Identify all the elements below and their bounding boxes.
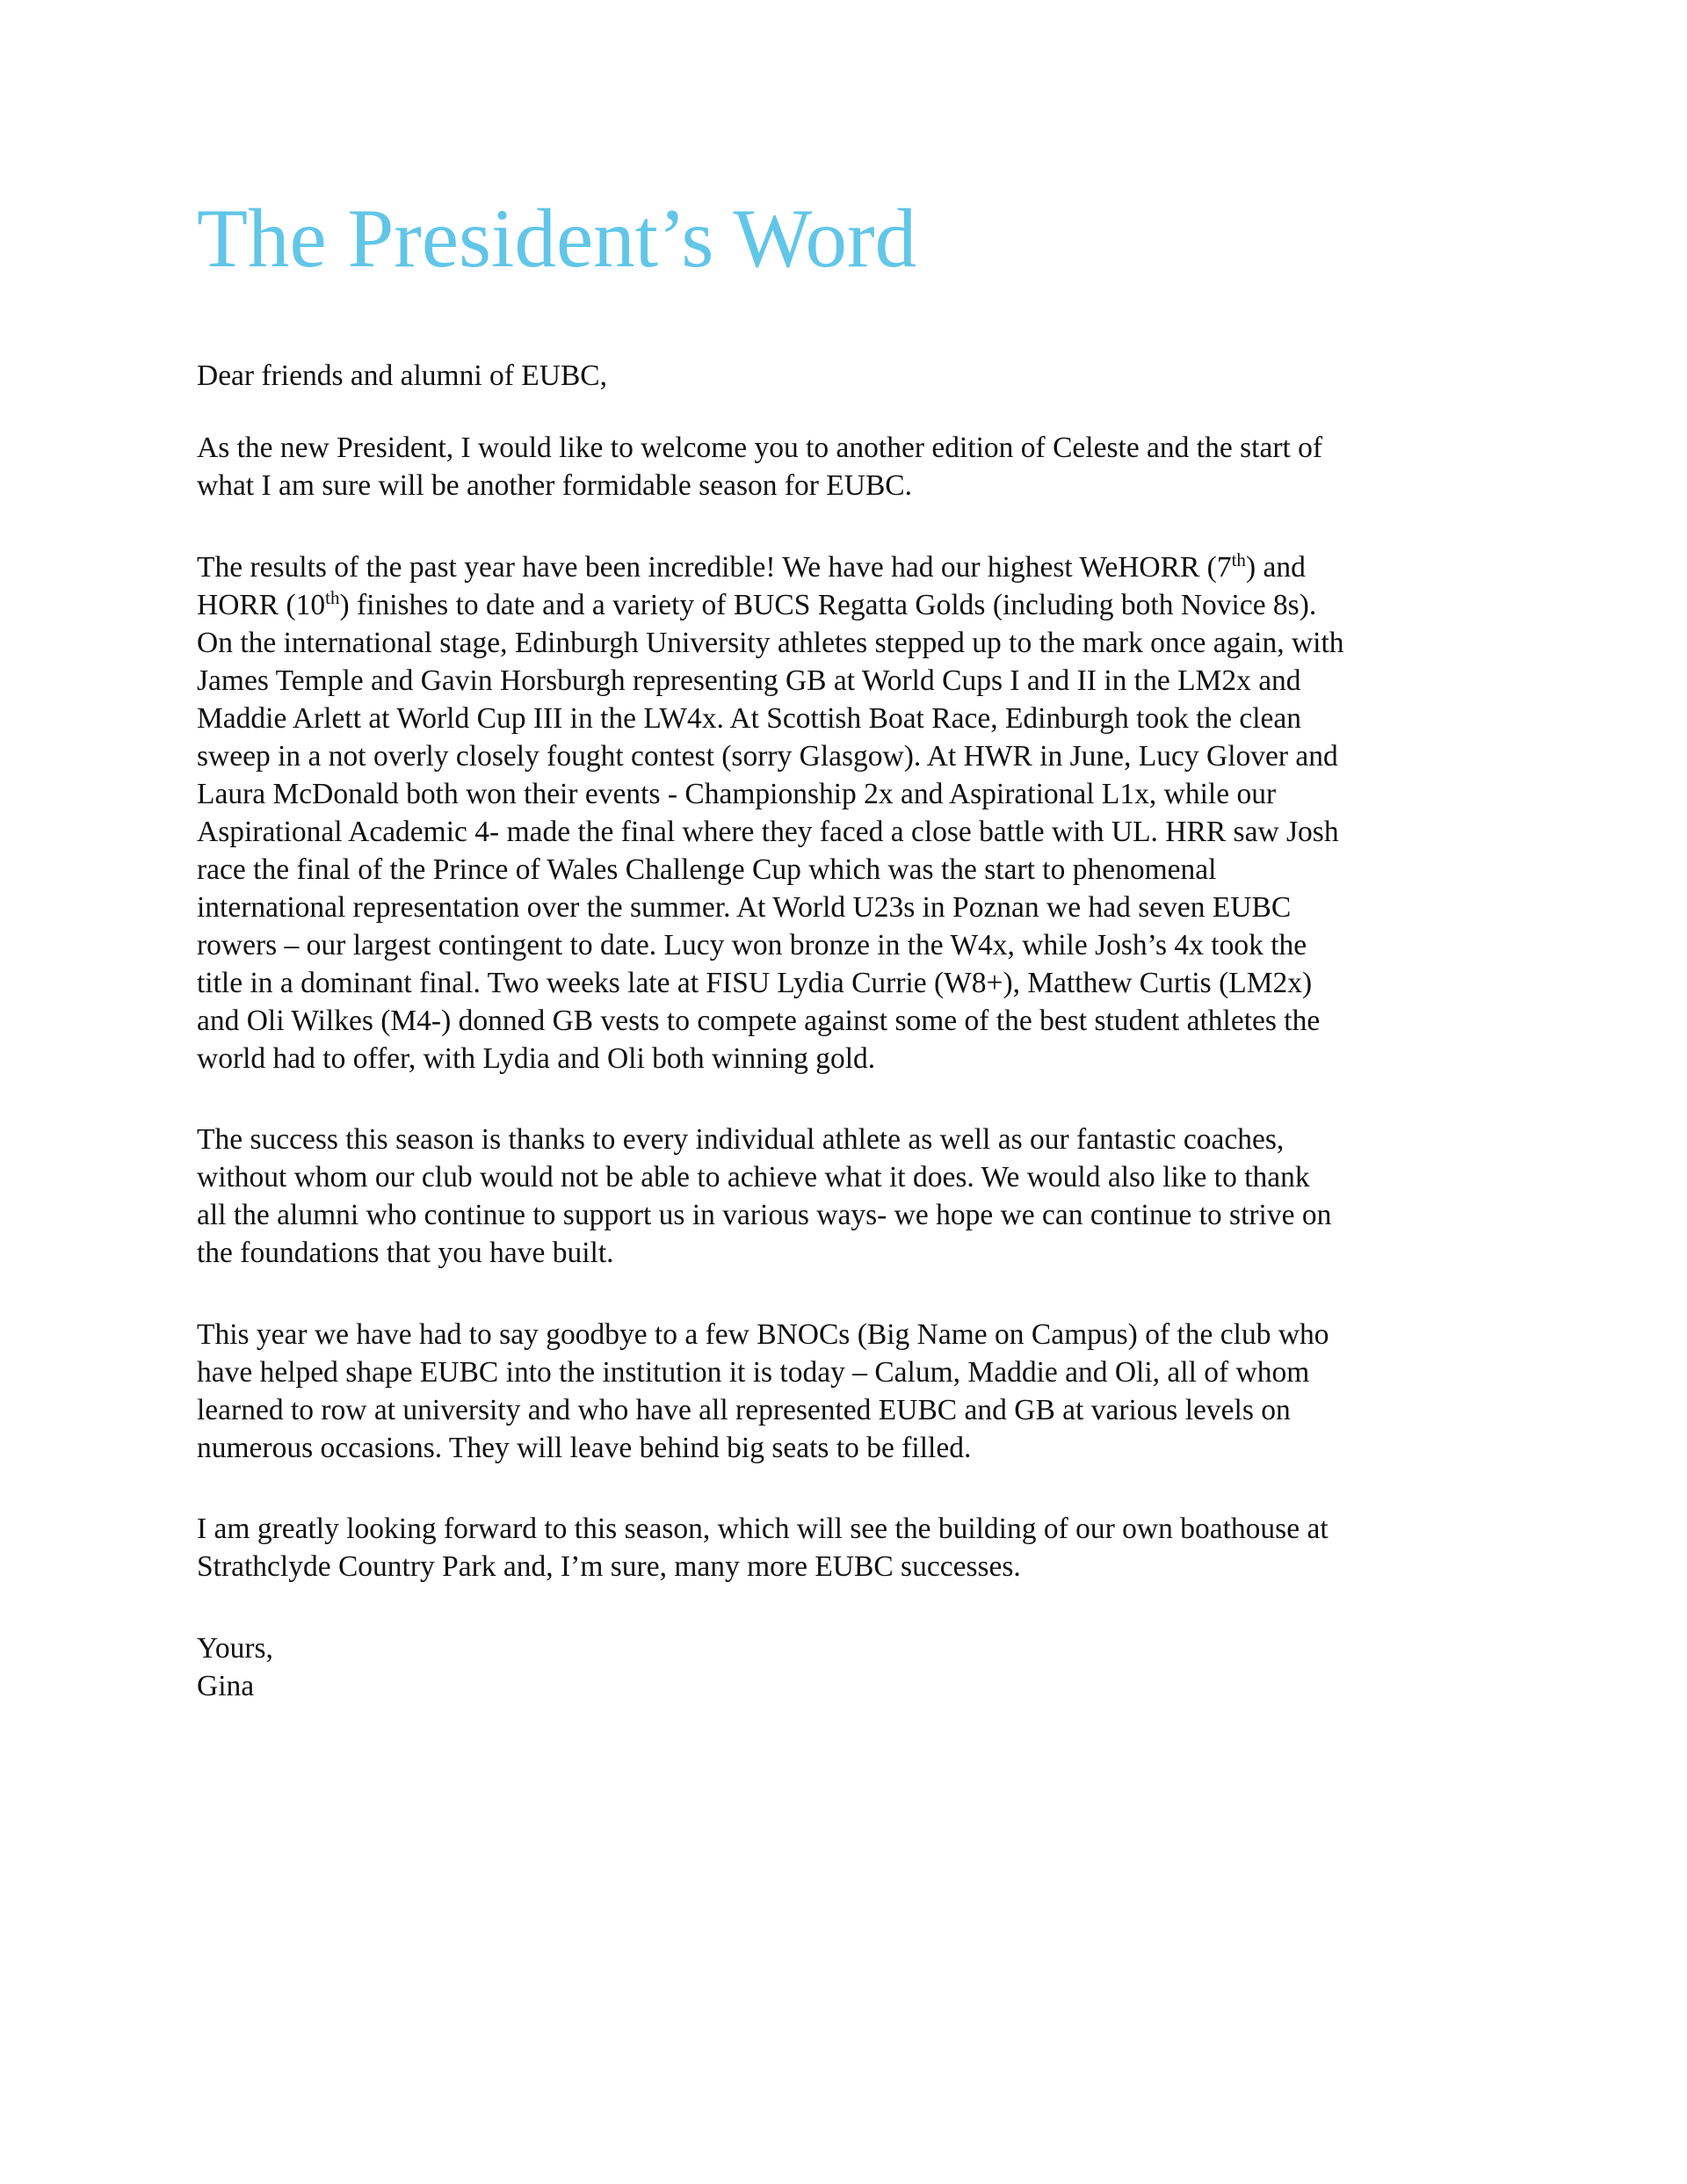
superscript: th <box>1231 548 1246 570</box>
text-line: This year we have had to say goodbye to a few BNOCs (Big Name on Campus) of the club who <box>197 1317 1329 1351</box>
text-line: numerous occasions. They will leave behind big seats to be filled. <box>197 1431 972 1464</box>
text-line: and Oli Wilkes (M4-) donned GB vests to compete against some of the best student athletes the <box>197 1004 1321 1037</box>
text-line: learned to row at university and who have all represented EUBC and GB at various levels on <box>197 1393 1291 1426</box>
paragraph <box>197 1510 1497 1585</box>
text-line: Maddie Arlett at World Cup III in the LW4x. At Scottish Boat Race, Edinburgh took the clean <box>197 701 1302 735</box>
text-segment: HORR (10 <box>197 588 326 621</box>
text-line: As the new President, I would like to welcome you to another edition of Celeste and the start of <box>197 432 1323 464</box>
superscript: th <box>325 586 340 608</box>
text-segment: ) and <box>1245 550 1306 584</box>
paragraph <box>197 1316 1497 1467</box>
text-line: Strathclyde Country Park and, I’m sure, many more EUBC successes. <box>197 1550 1021 1584</box>
text-line: The success this season is thanks to every individual athlete as well as our fantastic coaches, <box>197 1123 1285 1157</box>
paragraph <box>197 1121 1497 1272</box>
text-line <box>197 548 1497 586</box>
paragraphs <box>197 429 1497 1585</box>
letter-page <box>197 192 1497 1705</box>
text-line: James Temple and Gavin Horsburgh representing GB at World Cups I and II in the LM2x and <box>197 664 1301 697</box>
text-segment: ) finishes to date and a variety of BUCS Regatta Golds (including both Novice 8s). <box>339 588 1317 621</box>
text-line: have helped shape EUBC into the institution it is today – Calum, Maddie and Oli, all of whom <box>197 1355 1310 1389</box>
text-segment: The results of the past year have been incredible! We have had our highest WeHORR (7 <box>197 550 1232 584</box>
closing: Yours, <box>197 1631 273 1665</box>
text-line: international representation over the summer. At World U23s in Poznan we had seven EUBC <box>197 890 1292 924</box>
text-line: Laura McDonald both won their events - Championship 2x and Aspirational L1x, while our <box>197 777 1277 810</box>
text-line: the foundations that you have built. <box>197 1237 614 1270</box>
text-line: Aspirational Academic 4- made the final where they faced a close battle with UL. HRR saw Josh <box>197 815 1339 848</box>
text-line: world had to offer, with Lydia and Oli both winning gold. <box>197 1041 876 1075</box>
page-title: The President’s Word <box>197 192 917 285</box>
text-line: title in a dominant final. Two weeks late at FISU Lydia Currie (W8+), Matthew Curtis (LM2x) <box>197 966 1313 999</box>
letter-body <box>197 357 1497 1705</box>
text-line: all the alumni who continue to support us in various ways- we hope we can continue to strive on <box>197 1199 1332 1232</box>
paragraph <box>197 548 1497 1077</box>
text-line: without whom our club would not be able to achieve what it does. We would also like to thank <box>197 1161 1310 1194</box>
text-line: rowers – our largest contingent to date. Lucy won bronze in the W4x, while Josh’s 4x took the <box>197 928 1307 961</box>
text-line <box>197 586 1497 624</box>
text-line: sweep in a not overly closely fought contest (sorry Glasgow). At HWR in June, Lucy Glover and <box>197 739 1338 773</box>
text-line: race the final of the Prince of Wales Challenge Cup which was the start to phenomenal <box>197 853 1217 886</box>
paragraph <box>197 429 1497 504</box>
signature: Gina <box>197 1669 255 1702</box>
text-line: what I am sure will be another formidable season for EUBC. <box>197 469 913 502</box>
greeting: Dear friends and alumni of EUBC, <box>197 359 608 392</box>
text-line: On the international stage, Edinburgh University athletes stepped up to the mark once again, with <box>197 626 1344 659</box>
text-line: I am greatly looking forward to this season, which will see the building of our own boathouse at <box>197 1513 1329 1546</box>
